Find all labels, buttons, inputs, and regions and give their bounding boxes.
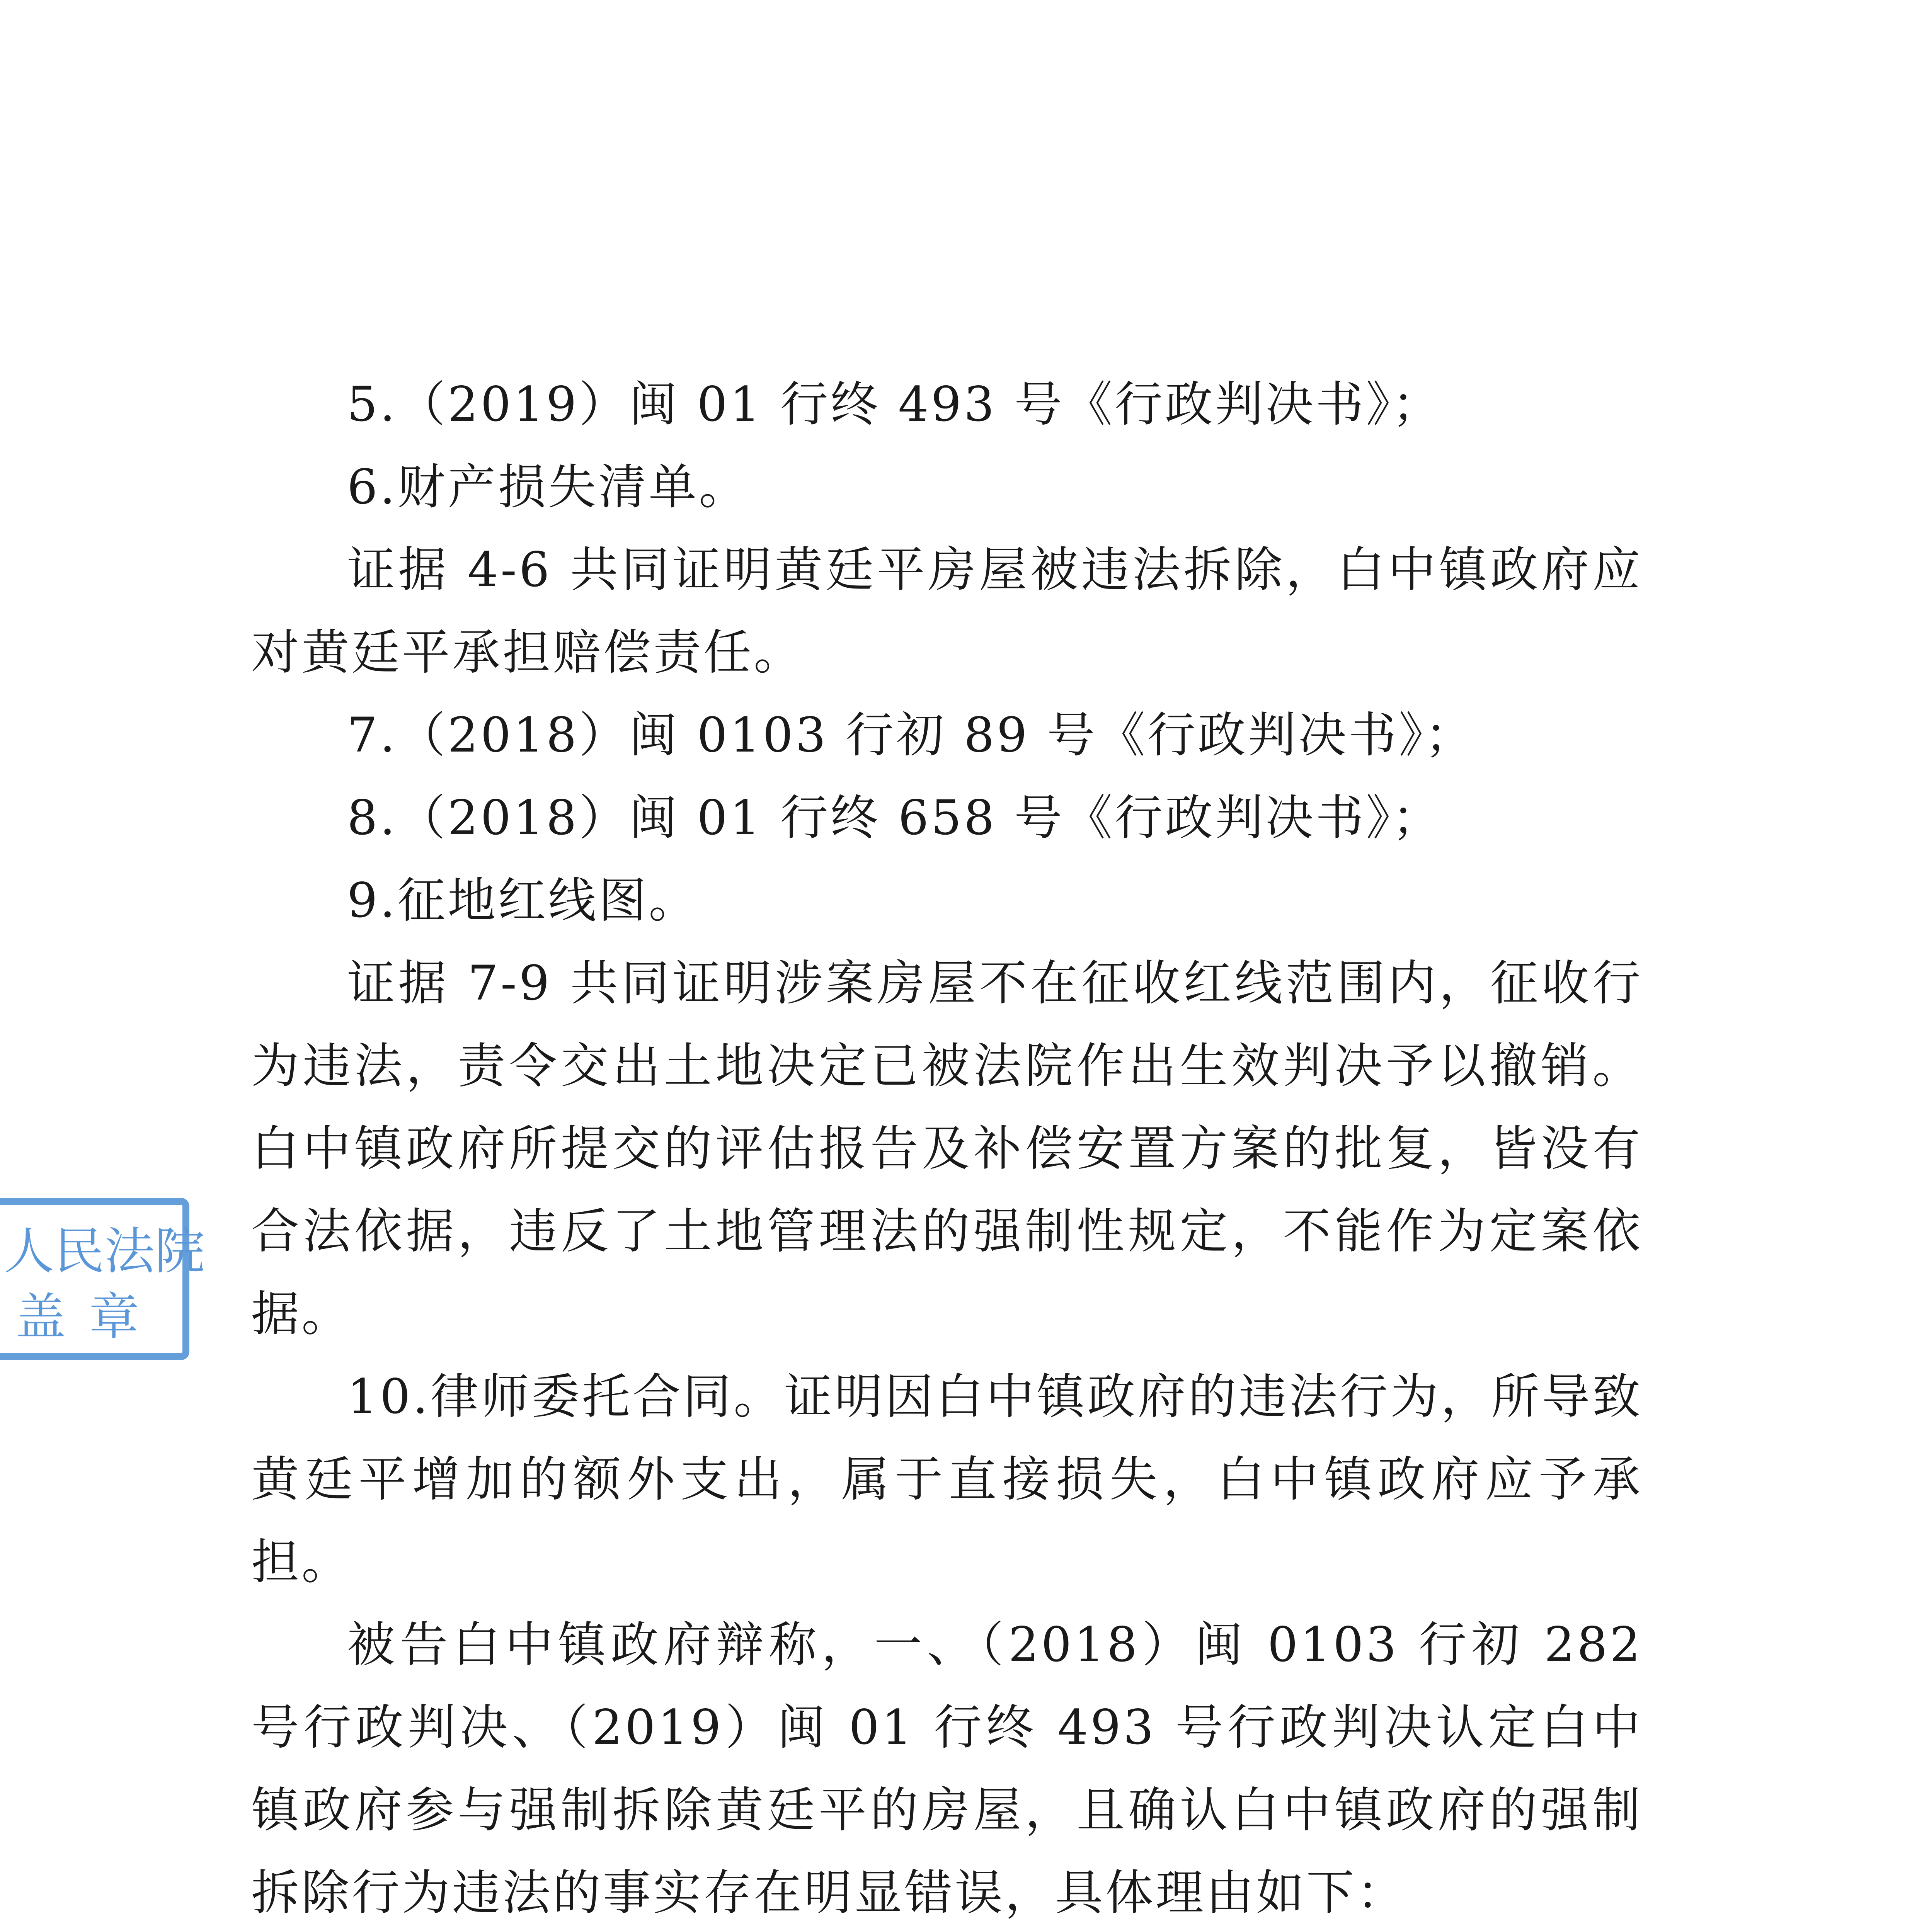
paragraph-evidence-10: 10.律师委托合同。证明因白中镇政府的违法行为，所导致黄廷平增加的额外支出，属于直接损失，白中镇政府应予承担。 (251, 1369, 1643, 1590)
court-seal-stamp (0, 1198, 205, 1360)
paragraph-evidence-7: 7.（2018）闽 0103 行初 89 号《行政判决书》； (347, 707, 1475, 763)
paragraph-evidence-8: 8.（2018）闽 01 行终 658 号《行政判决书》； (347, 790, 1443, 846)
paragraph-evidence-4-6-summary: 证据 4-6 共同证明黄廷平房屋被违法拆除，白中镇政府应对黄廷平承担赔偿责任。 (251, 542, 1643, 680)
document-body (251, 363, 1643, 1932)
paragraph-evidence-5: 5.（2019）闽 01 行终 493 号《行政判决书》； (347, 377, 1443, 432)
paragraph-evidence-9: 9.征地红线图。 (347, 873, 699, 929)
paragraph-evidence-6: 6.财产损失清单。 (347, 459, 749, 515)
paragraph-evidence-7-9-summary: 证据 7-9 共同证明涉案房屋不在征收红线范围内，征收行为违法，责令交出土地决定已被法院作出生效判决予以撤销。白中镇政府所提交的评估报告及补偿安置方案的批复，皆没有合法依据，违反了土地管理法的强制性规定，不能作为定案依据。 (251, 956, 1643, 1342)
seal-text-line-1: 人民法院 (4, 1222, 205, 1281)
seal-text-line-2: 盖章 (15, 1287, 163, 1346)
paragraph-defendant-argument: 被告白中镇政府辩称，一、（2018）闽 0103 行初 282 号行政判决、（2019）闽 01 行终 493 号行政判决认定白中镇政府参与强制拆除黄廷平的房屋，且确认白中镇政府的强制拆除行为违法的事实存在明显错误，具体理由如下： (251, 1617, 1643, 1921)
